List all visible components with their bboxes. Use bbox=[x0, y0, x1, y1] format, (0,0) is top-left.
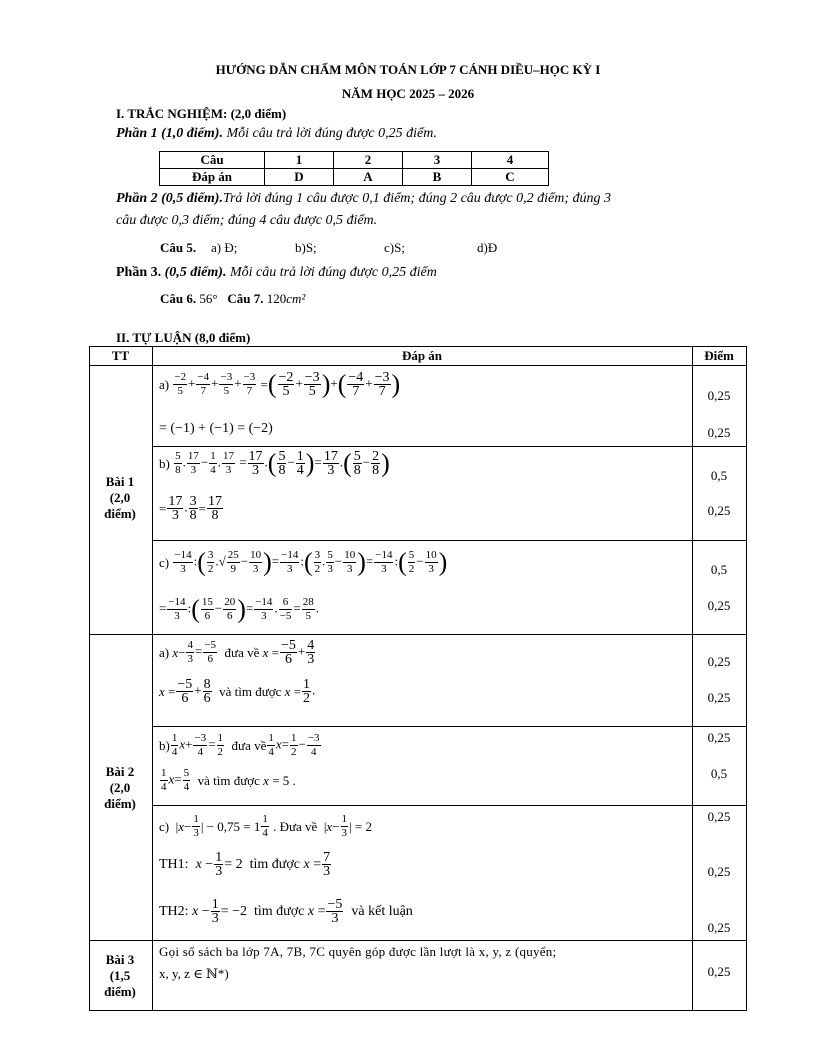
formula-1b-line2: = $\frac{17}{3}$ . $\frac{3}{8}$ = $\frac{17}{8}$ bbox=[159, 494, 222, 523]
table-cell: 1 bbox=[265, 152, 334, 169]
table-cell: D bbox=[265, 169, 334, 186]
formula-2c-line2: TH1: x − $\frac{1}{3}$ = 2 tìm được x = $\frac{7}{3}$ bbox=[159, 850, 331, 879]
score: 0,25 bbox=[707, 388, 731, 403]
va-tim-duoc: và tìm được bbox=[197, 772, 260, 788]
answer-table-answer-row bbox=[160, 169, 549, 186]
answer-table-header-row bbox=[160, 152, 549, 169]
dua-ve: đưa về bbox=[231, 737, 267, 753]
formula-1a-line1: a) $\frac{-2}{5}$ + $\frac{-4}{7}$ + $\frac{-3}{5}$ + $\frac{-3}{7}$ =( $\frac{-2}{5}$ + $\frac{-3}{5}$ )+( $\frac{-4}{7}$ + $\frac{-3}{7}$ ) bbox=[159, 369, 401, 399]
cau5-d: d)Đ bbox=[477, 240, 498, 255]
cau6-value: 56° bbox=[199, 291, 218, 306]
answer-table bbox=[159, 151, 549, 186]
doc-title: HƯỚNG DẪN CHẤM MÔN TOÁN LỚP 7 CÁNH DIỀU–HỌC KỲ I bbox=[215, 62, 601, 77]
bai2-label bbox=[89, 764, 151, 812]
sec3-label: Phần 3. bbox=[116, 265, 162, 280]
score: 0,25 bbox=[707, 690, 731, 705]
formula-2a-line1: a) x− $\frac{4}{3}$ = $\frac{-5}{6}$ đưa về x = $\frac{-5}{6}$ + $\frac{4}{3}$ bbox=[159, 638, 315, 667]
sec2-label: Phần 2 (0,5 điểm). bbox=[116, 191, 223, 206]
col-score: Điểm bbox=[704, 348, 734, 363]
bai2-unit: điểm) bbox=[104, 796, 136, 811]
sec1-text: Mỗi câu trả lời đúng được 0,25 điểm. bbox=[222, 126, 437, 141]
table-cell: 4 bbox=[472, 152, 549, 169]
score: 0,25 bbox=[707, 864, 731, 879]
score: 0,25 bbox=[707, 425, 731, 440]
bai1-name: Bài 1 bbox=[105, 474, 135, 489]
bai2-name: Bài 2 bbox=[105, 764, 135, 779]
table-cell: C bbox=[472, 169, 549, 186]
cau5 bbox=[160, 240, 196, 256]
formula-2c-line3: TH2: x − $\frac{1}{3}$ = −2 tìm được x = $\frac{-5}{3}$ và kết luận bbox=[159, 897, 413, 926]
school-year: NĂM HỌC 2025 – 2026 bbox=[341, 86, 475, 101]
sec1-label: Phần 1 (1,0 điểm). bbox=[116, 126, 223, 141]
bai3-unit: điểm) bbox=[104, 984, 136, 999]
score: 0,5 bbox=[710, 562, 728, 577]
bai1-points: (2,0 bbox=[109, 490, 131, 505]
cau7-value: 120 bbox=[266, 291, 287, 306]
cau5-label: Câu 5. bbox=[160, 240, 197, 255]
formula-2a-line2: x = $\frac{-5}{6}$ + $\frac{8}{6}$ và tìm được x = $\frac{1}{2}$ . bbox=[159, 677, 316, 706]
bai3-line1: Gọi số sách ba lớp 7A, 7B, 7C quyên góp được lần lượt là x, y, z (quyển; bbox=[159, 944, 557, 959]
sec3-text: Mỗi câu trả lời đúng được 0,25 điểm bbox=[226, 265, 437, 280]
sec3-label2: (0,5 điểm). bbox=[164, 265, 227, 280]
formula-1b-line1: b) $\frac{5}{8}$ . $\frac{17}{3}$ − $\frac{1}{4}$ . $\frac{17}{3}$ = $\frac{17}{3}$ .( $\frac{5}{8}$ − $\frac{1}{4}$ )= $\frac{17}{3}$ .( $\frac{5}{8}$ − $\frac{2}{8}$ ) bbox=[159, 448, 390, 478]
score: 0,5 bbox=[710, 766, 728, 781]
formula-1c-line1: c) $\frac{-14}{3}$ :( $\frac{3}{2}$ .√ $\frac{25}{9}$ − $\frac{10}{3}$ )= $\frac{-14}{3}$ :( $\frac{3}{2}$ . $\frac{5}{3}$ − $\frac{10}{3}$ )= $\frac{-14}{3}$ :( $\frac{5}{2}$ − $\frac{10}{3}$ ) bbox=[159, 547, 448, 577]
cau6-cau7 bbox=[160, 291, 305, 307]
score: 0,25 bbox=[707, 730, 731, 745]
score: 0,25 bbox=[707, 964, 731, 979]
formula-2b-line1: b) $\frac{1}{4}$ x+ $\frac{-3}{4}$ = $\frac{1}{2}$ đưa về $\frac{1}{4}$ x= $\frac{1}{2}$ − $\frac{-3}{4}$ bbox=[159, 732, 320, 758]
va-tim-duoc: và tìm được bbox=[219, 683, 282, 699]
part1-heading: I. TRẮC NGHIỆM: (2,0 điểm) bbox=[116, 106, 287, 121]
formula-2b-line2: $\frac{1}{4}$ x= $\frac{5}{4}$ và tìm được x = 5 . bbox=[161, 767, 296, 793]
part2-heading: II. TỰ LUẬN (8,0 điểm) bbox=[116, 330, 251, 345]
bai2-points: (2,0 bbox=[109, 780, 131, 795]
cau5-b: b)S; bbox=[295, 240, 317, 255]
formula-1a-line2: = (−1) + (−1) = (−2) bbox=[159, 421, 273, 436]
table-cell: Đáp án bbox=[160, 169, 265, 186]
score: 0,5 bbox=[710, 468, 728, 483]
cau5-a: a) Đ; bbox=[211, 240, 238, 255]
table-cell: B bbox=[403, 169, 472, 186]
bai3-name: Bài 3 bbox=[105, 952, 135, 967]
va-ket-luan: và kết luận bbox=[351, 903, 413, 919]
part1-sec2 bbox=[116, 191, 611, 207]
tim-duoc: tìm được bbox=[249, 856, 300, 872]
sec2-text-1: Trả lời đúng 1 câu được 0,1 điểm; đúng 2 câu được 0,2 điểm; đúng 3 bbox=[222, 191, 611, 206]
th1: TH1: bbox=[159, 856, 189, 872]
col-answer: Đáp án bbox=[401, 348, 443, 363]
table-cell: A bbox=[334, 169, 403, 186]
cau7-label: Câu 7. bbox=[227, 291, 264, 306]
table-cell: 3 bbox=[403, 152, 472, 169]
bai1-label bbox=[89, 474, 151, 522]
cau7-unit: cm² bbox=[286, 291, 306, 306]
bai3-line2: x, y, z ∈ ℕ*) bbox=[159, 966, 229, 981]
col-tt: TT bbox=[111, 348, 130, 363]
table-cell: 2 bbox=[334, 152, 403, 169]
score: 0,25 bbox=[707, 503, 731, 518]
part1-sec3 bbox=[116, 265, 437, 281]
tim-duoc: tìm được bbox=[253, 903, 305, 919]
table-cell: Câu bbox=[160, 152, 265, 169]
cau6-label: Câu 6. bbox=[160, 291, 197, 306]
bai3-label bbox=[89, 952, 151, 1000]
dua-ve: đưa về bbox=[224, 644, 260, 660]
formula-1c-line2: = $\frac{-14}{3}$ :( $\frac{15}{6}$ − $\frac{20}{6}$ )= $\frac{-14}{3}$ . $\frac{6}{-5}$ = $\frac{28}{5}$ . bbox=[159, 594, 319, 624]
score: 0,25 bbox=[707, 654, 731, 669]
cau5-c: c)S; bbox=[384, 240, 405, 255]
formula-2c-line1: c) |x− $\frac{1}{3}$ | − 0,75 = 1 $\frac{1}{4}$ . Đưa về |x− $\frac{1}{3}$ | = 2 bbox=[159, 813, 372, 839]
score: 0,25 bbox=[707, 598, 731, 613]
score: 0,25 bbox=[707, 920, 731, 935]
score: 0,25 bbox=[707, 809, 731, 824]
bai1-unit: điểm) bbox=[104, 506, 136, 521]
bai3-points: (1,5 bbox=[109, 968, 131, 983]
sec2-text-2: câu được 0,3 điểm; đúng 4 câu được 0,5 điểm. bbox=[116, 213, 378, 228]
th2: TH2: bbox=[159, 903, 189, 919]
part1-sec1 bbox=[116, 126, 437, 142]
